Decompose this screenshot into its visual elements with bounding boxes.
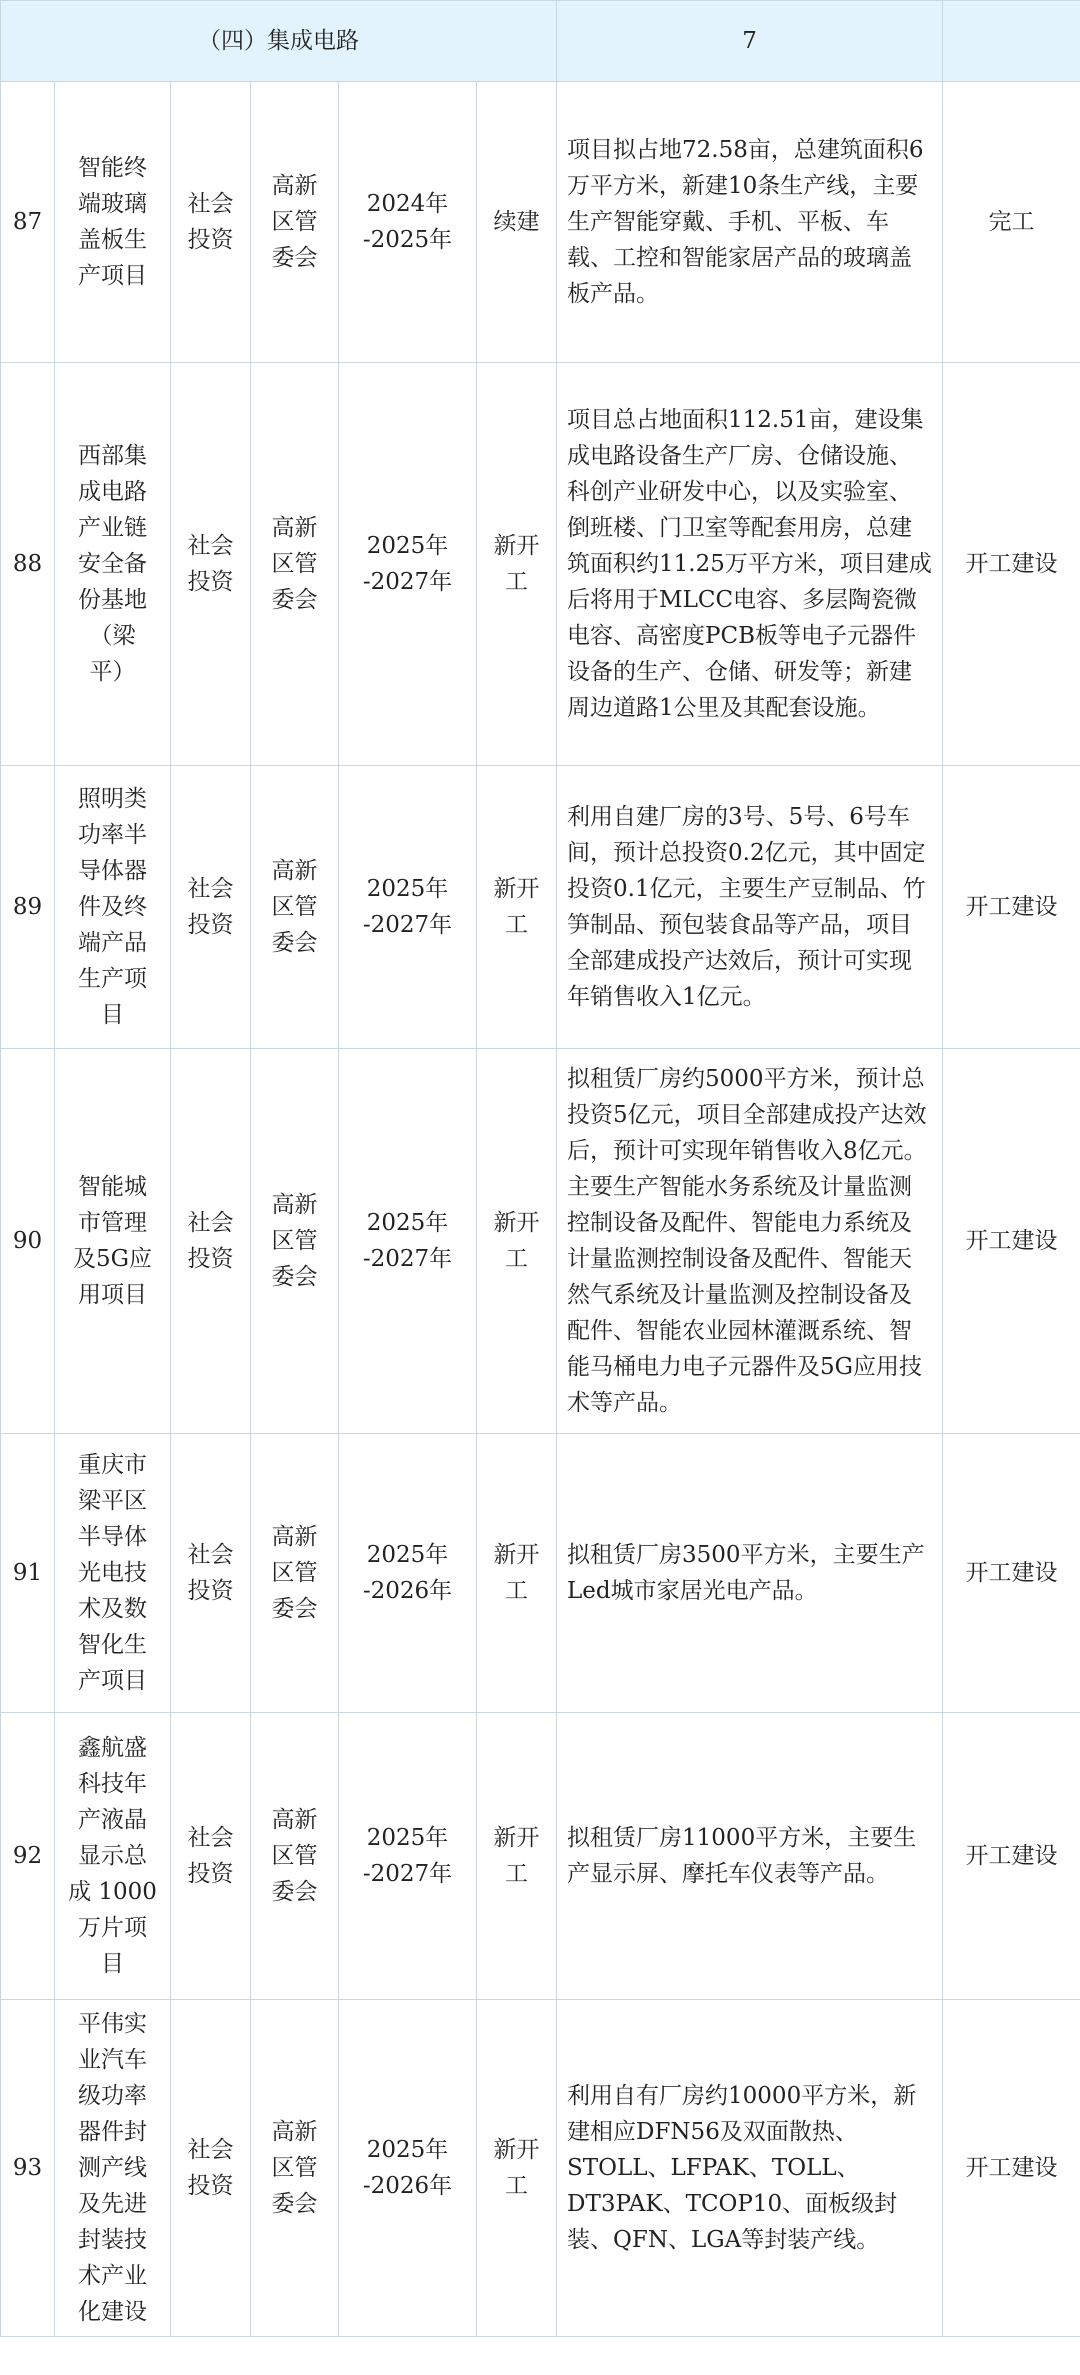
construction-type-cell — [477, 1434, 557, 1713]
project-content-text: 项目总占地面积112.51亩，建设集成电路设备生产厂房、仓储设施、科创产业研发中心，以及实验室、倒班楼、门卫室等配套用房，总建筑面积约11.25万平方米，项目建成后将用于MLCC电容、多层陶瓷微电容、高密度PCB板等电子元器件设备的生产、仓储、研发等；新建周边道路1公里及其配套设施。 — [567, 407, 932, 721]
construction-period-text: 2024年 -2025年 — [362, 191, 453, 253]
investment-type-text: 社会 投资 — [187, 1210, 234, 1272]
table-row — [1, 82, 1080, 363]
project-name-text: 西部集 成电路 产业链 安全备 份基地 （梁 平） — [78, 443, 147, 685]
construction-period-text: 2025年 -2027年 — [362, 1825, 453, 1887]
row-number-cell — [1, 2000, 55, 2337]
project-content-text: 利用自有厂房约10000平方米，新建相应DFN56及双面散热、STOLL、LFPAK、TOLL、DT3PAK、TCOP10、面板级封装、QFN、LGA等封装产线。 — [567, 2083, 917, 2253]
project-content-text: 利用自建厂房的3号、5号、6号车间，预计总投资0.2亿元，其中固定投资0.1亿元，主要生产豆制品、竹笋制品、预包装食品等产品，项目全部建成投产达效后，预计可实现年销售收入1亿元。 — [567, 804, 926, 1010]
construction-type-cell — [477, 2000, 557, 2337]
row-number-cell — [1, 1049, 55, 1434]
investment-type-cell — [171, 2000, 251, 2337]
project-name-cell — [55, 1434, 171, 1713]
construction-period-text: 2025年 -2026年 — [362, 1542, 453, 1604]
responsible-unit-text: 高新 区管 委会 — [271, 515, 318, 613]
construction-type-text: 新开 工 — [493, 1825, 540, 1887]
construction-period-cell — [339, 1434, 477, 1713]
investment-type-text: 社会 投资 — [187, 876, 234, 938]
project-name-cell — [55, 766, 171, 1049]
construction-type-text: 新开 工 — [493, 1210, 540, 1272]
construction-period-text: 2025年 -2027年 — [362, 533, 453, 595]
row-number-cell — [1, 363, 55, 766]
progress-status-text: 开工建设 — [965, 2155, 1058, 2181]
investment-type-cell — [171, 82, 251, 363]
project-name-text: 智能终 端玻璃 盖板生 产项目 — [78, 155, 147, 289]
responsible-unit-text: 高新 区管 委会 — [271, 1807, 318, 1905]
construction-type-text: 续建 — [493, 209, 540, 235]
table-row — [1, 1713, 1080, 2000]
project-content-text: 项目拟占地72.58亩，总建筑面积6万平方米，新建10条生产线，主要生产智能穿戴、手机、平板、车载、工控和智能家居产品的玻璃盖板产品。 — [567, 137, 924, 307]
responsible-unit-text: 高新 区管 委会 — [271, 2119, 318, 2217]
investment-type-text: 社会 投资 — [187, 1542, 234, 1604]
project-name-cell — [55, 82, 171, 363]
construction-type-cell — [477, 363, 557, 766]
responsible-unit-cell — [251, 363, 339, 766]
table-row — [1, 1049, 1080, 1434]
row-number-text: 88 — [12, 551, 43, 577]
row-number-cell — [1, 1434, 55, 1713]
project-name-cell — [55, 1713, 171, 2000]
section-empty-cell — [943, 1, 1080, 82]
construction-period-cell — [339, 2000, 477, 2337]
responsible-unit-text: 高新 区管 委会 — [271, 1524, 318, 1622]
construction-period-text: 2025年 -2027年 — [362, 1210, 453, 1272]
project-content-text: 拟租赁厂房3500平方米，主要生产Led城市家居光电产品。 — [567, 1542, 925, 1604]
construction-type-cell — [477, 766, 557, 1049]
progress-status-cell — [943, 2000, 1080, 2337]
project-name-text: 鑫航盛 科技年 产液晶 显示总 成 1000 万片项 目 — [68, 1735, 157, 1977]
project-content-text: 拟租赁厂房约5000平方米，预计总投资5亿元，项目全部建成投产达效后，预计可实现年销售收入8亿元。主要生产智能水务系统及计量监测控制设备及配件、智能电力系统及计量监测控制设备及配件、智能天然气系统及计量监测及控制设备及配件、智能农业园林灌溉系统、智能马桶电力电子元器件及5G应用技术等产品。 — [567, 1066, 927, 1416]
project-content-cell — [557, 1713, 943, 2000]
row-number-text: 90 — [12, 1228, 43, 1254]
progress-status-cell — [943, 1049, 1080, 1434]
progress-status-text: 开工建设 — [965, 551, 1058, 577]
row-number-text: 93 — [12, 2155, 43, 2181]
construction-type-text: 新开 工 — [493, 876, 540, 938]
responsible-unit-cell — [251, 1434, 339, 1713]
investment-type-text: 社会 投资 — [187, 2137, 234, 2199]
responsible-unit-text: 高新 区管 委会 — [271, 173, 318, 271]
project-name-cell — [55, 1049, 171, 1434]
project-name-text: 重庆市 梁平区 半导体 光电技 术及数 智化生 产项目 — [78, 1452, 147, 1694]
project-content-cell — [557, 766, 943, 1049]
construction-period-cell — [339, 1713, 477, 2000]
project-name-cell — [55, 363, 171, 766]
construction-period-cell — [339, 766, 477, 1049]
responsible-unit-cell — [251, 1049, 339, 1434]
table-body — [1, 1, 1080, 2337]
row-number-text: 89 — [12, 894, 43, 920]
table-row — [1, 2000, 1080, 2337]
project-content-text: 拟租赁厂房11000平方米，主要生产显示屏、摩托车仪表等产品。 — [567, 1825, 917, 1887]
construction-period-text: 2025年 -2027年 — [362, 876, 453, 938]
construction-period-cell — [339, 82, 477, 363]
section-title: （四）集成电路 — [1, 1, 557, 82]
investment-type-text: 社会 投资 — [187, 533, 234, 595]
responsible-unit-text: 高新 区管 委会 — [271, 1192, 318, 1290]
progress-status-text: 开工建设 — [965, 1560, 1058, 1586]
responsible-unit-cell — [251, 1713, 339, 2000]
construction-type-cell — [477, 82, 557, 363]
progress-status-cell — [943, 766, 1080, 1049]
construction-type-text: 新开 工 — [493, 533, 540, 595]
project-content-cell — [557, 2000, 943, 2337]
construction-type-text: 新开 工 — [493, 1542, 540, 1604]
project-content-cell — [557, 1049, 943, 1434]
progress-status-cell — [943, 82, 1080, 363]
investment-type-cell — [171, 1049, 251, 1434]
project-content-cell — [557, 82, 943, 363]
progress-status-text: 开工建设 — [965, 1228, 1058, 1254]
row-number-cell — [1, 82, 55, 363]
investment-type-text: 社会 投资 — [187, 191, 234, 253]
construction-period-cell — [339, 1049, 477, 1434]
table-row — [1, 766, 1080, 1049]
responsible-unit-cell — [251, 766, 339, 1049]
project-name-text: 平伟实 业汽车 级功率 器件封 测产线 及先进 封装技 术产业 化建设 — [78, 2011, 147, 2325]
investment-type-cell — [171, 766, 251, 1049]
row-number-text: 91 — [12, 1560, 43, 1586]
investment-type-cell — [171, 1434, 251, 1713]
row-number-text: 92 — [12, 1843, 43, 1869]
progress-status-cell — [943, 363, 1080, 766]
responsible-unit-cell — [251, 82, 339, 363]
progress-status-text: 开工建设 — [965, 894, 1058, 920]
construction-type-cell — [477, 1713, 557, 2000]
project-name-text: 照明类 功率半 导体器 件及终 端产品 生产项 目 — [78, 786, 147, 1028]
construction-type-cell — [477, 1049, 557, 1434]
table-row — [1, 363, 1080, 766]
construction-period-text: 2025年 -2026年 — [362, 2137, 453, 2199]
project-name-text: 智能城 市管理 及5G应 用项目 — [72, 1174, 152, 1308]
table-row — [1, 1434, 1080, 1713]
project-name-cell — [55, 2000, 171, 2337]
progress-status-text: 完工 — [988, 209, 1035, 235]
progress-status-cell — [943, 1713, 1080, 2000]
responsible-unit-cell — [251, 2000, 339, 2337]
project-content-cell — [557, 363, 943, 766]
construction-type-text: 新开 工 — [493, 2137, 540, 2199]
construction-period-cell — [339, 363, 477, 766]
investment-type-text: 社会 投资 — [187, 1825, 234, 1887]
row-number-text: 87 — [12, 209, 43, 235]
progress-status-text: 开工建设 — [965, 1843, 1058, 1869]
section-header-row — [1, 1, 1080, 82]
progress-status-cell — [943, 1434, 1080, 1713]
investment-type-cell — [171, 363, 251, 766]
investment-type-cell — [171, 1713, 251, 2000]
section-count: 7 — [557, 1, 943, 82]
row-number-cell — [1, 1713, 55, 2000]
responsible-unit-text: 高新 区管 委会 — [271, 858, 318, 956]
project-content-cell — [557, 1434, 943, 1713]
row-number-cell — [1, 766, 55, 1049]
